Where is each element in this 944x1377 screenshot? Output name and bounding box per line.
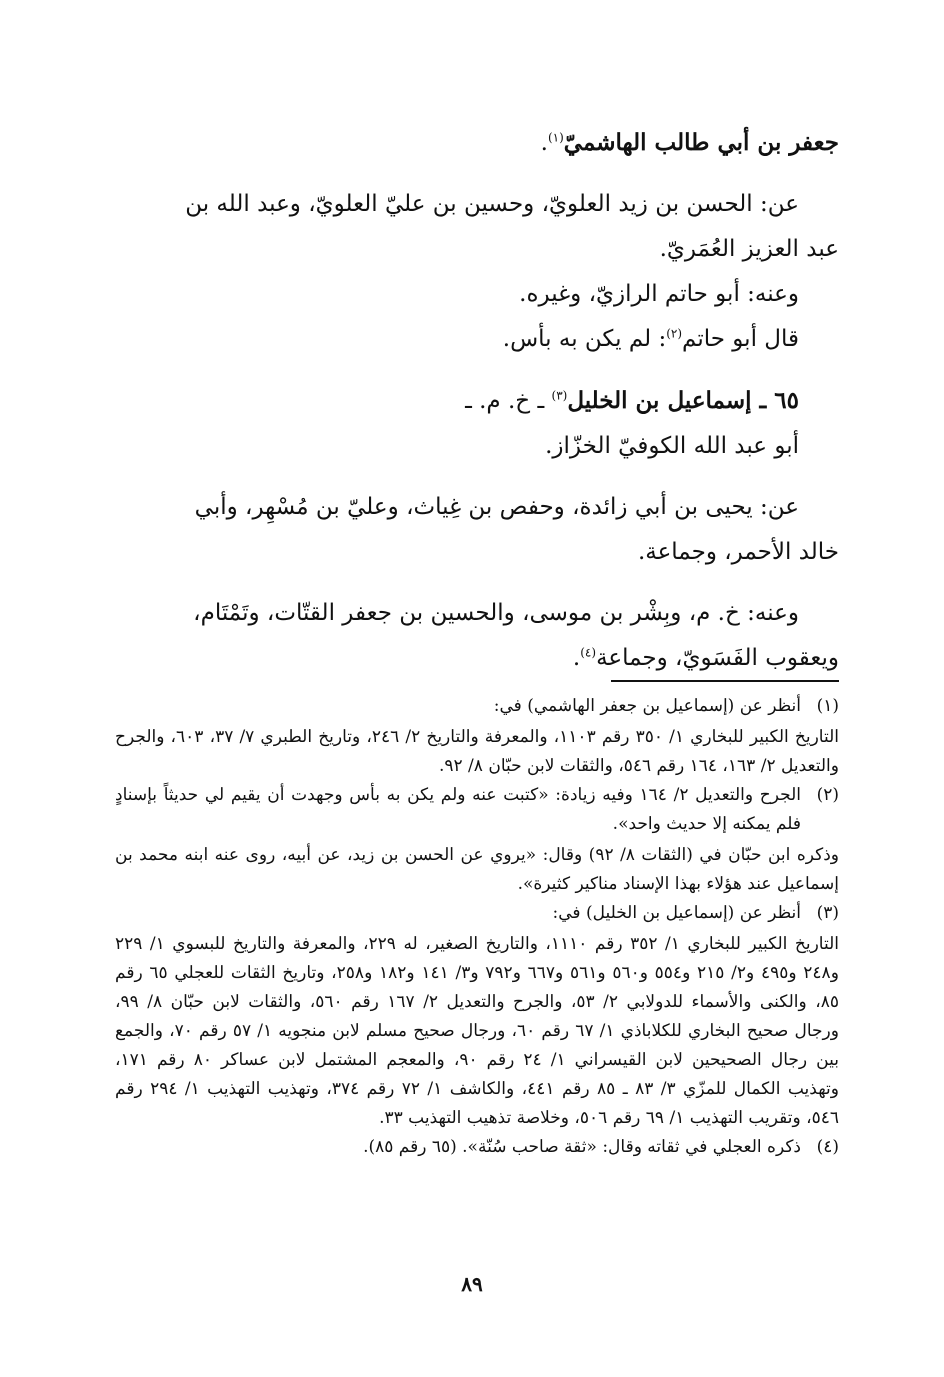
- footnote-number: (١): [816, 696, 839, 716]
- footnote-4: [115, 1133, 839, 1162]
- heading-symbols: ـ خ. م. ـ: [465, 388, 552, 414]
- page-number: ٨٩: [461, 1272, 483, 1296]
- students-pre: ويعقوب الفَسَويّ، وجماعة: [596, 645, 839, 671]
- footnote-text: التاريخ الكبير للبخاري ١/ ٣٥٠ رقم ١١٠٣، والمعرفة والتاريخ ٢/ ٢٤٦، وتاريخ الطبري ٧/ ٣٧، ٦٠٣، والجرح والتعديل ٢/ ١٦٣، ١٦٤ رقم ٥٤٦، والثقات لابن حبّان ٨/ ٩٢.: [115, 727, 839, 776]
- footnotes: [115, 692, 839, 1164]
- entry-65-teachers-line-1: عن: يحيى بن أبي زائدة، وحفص بن غِياث، وعليّ بن مُسْهِر، وأبي: [194, 494, 799, 520]
- footnote-ref: (٢): [666, 326, 683, 341]
- students-end: .: [572, 645, 581, 671]
- entry-65-students-line-1: وعنه: خ. م، وبِشْر بن موسى، والحسين بن جعفر القتّات، وتَمْتَام،: [193, 600, 799, 626]
- footnote-text: أنظر عن (إسماعيل بن جعفر الهاشمي) في:: [493, 696, 801, 716]
- heading-end: .: [540, 130, 548, 156]
- footnote-text: التاريخ الكبير للبخاري ١/ ٣٥٢ رقم ١١١٠، والتاريخ الصغير، له ٢٢٩، والمعرفة والتاريخ للبسوي ١/ ٢٢٩ و٢٤٨ و٤٩٥ و٢/ ٢١٥ و٥٥٤ و٥٦٠ و٥٦١ و٦٦٧ و٧٩٢ و٣/ ١٤١ و١٨٢ و٢٥٨، وتاريخ الثقات للعجلي ٦٥ رقم ٨٥، والكنى والأسماء للدولابي ٢/ ٥٣، والجرح والتعديل ٢/ ١٦٧ رقم ٥٦٠، والثقات لابن حبّان ٨/ ٩٩، ورجال صحيح البخاري للكلاباذي ١/ ٦٧ رقم ٦٠، ورجال صحيح مسلم لابن منجويه ١/ ٥٧ رقم ٧٠، والجمع بين رجال الصحيحين لابن القيسراني ١/ ٢٤ رقم ٩٠، والمعجم المشتمل لابن عساكر ٨٠ رقم ١٧١، وتهذيب الكمال للمزّي ٣/ ٨٣ ـ ٨٥ رقم ٤٤١، والكاشف ١/ ٧٢ رقم ٣٧٤، وتهذيب التهذيب ١/ ٢٩٤ رقم ٥٤٦، وتقريب التهذيب ١/ ٦٩ رقم ٥٠٦، وخلاصة تذهيب التهذيب ٣٣.: [115, 934, 839, 1128]
- footnote-3-continuation: [115, 930, 839, 1133]
- narrator-name: ٦٥ ـ إسماعيل بن الخليل: [567, 387, 799, 414]
- footnote-number: (٤): [816, 1137, 839, 1157]
- main-text: [110, 120, 839, 681]
- footnote-number: (٢): [816, 785, 839, 805]
- footnote-text: وذكره ابن حبّان في (الثقات ٨/ ٩٢) وقال: «يروي عن الحسن بن زيد، عن أبيه، روى عنه ابنه محمد بن إسماعيل عند هؤلاء بهذا الإسناد مناكير كثيرة».: [115, 845, 839, 894]
- grading-pre: قال أبو حاتم: [682, 326, 799, 352]
- footnote-text: أنظر عن (إسماعيل بن الخليل) في:: [552, 903, 801, 923]
- entry-64-heading: [110, 120, 839, 166]
- grading-post: : لم يكن به بأس.: [502, 326, 667, 352]
- footnote-1-continuation: [115, 723, 839, 781]
- footnote-ref: (١): [547, 130, 564, 145]
- footnote-1: [115, 692, 839, 721]
- entry-65-heading: [110, 378, 839, 424]
- footnote-divider: [611, 680, 839, 682]
- entry-65-students-line-2: [110, 636, 839, 681]
- footnote-ref: (٣): [551, 388, 568, 403]
- footnote-2-continuation: [115, 841, 839, 899]
- footnote-ref: (٤): [580, 645, 597, 660]
- entry-64-grading: [110, 317, 839, 362]
- footnote-number: (٣): [816, 903, 839, 923]
- entry-65-kunya: أبو عبد الله الكوفيّ الخزّاز.: [545, 433, 799, 459]
- entry-64-teachers-line-2: عبد العزيز العُمَريّ.: [659, 236, 839, 262]
- entry-64-teachers-line-1: عن: الحسن بن زيد العلويّ، وحسين بن عليّ العلويّ، وعبد الله بن: [185, 191, 799, 217]
- narrator-name: جعفر بن أبي طالب الهاشميّ: [563, 129, 839, 156]
- entry-65-teachers-line-2: خالد الأحمر، وجماعة.: [637, 539, 839, 565]
- footnote-text: الجرح والتعديل ٢/ ١٦٤ وفيه زيادة: «كتبت عنه ولم يكن به بأس وجهدت أن يقيم لي حديثاً بإسنادٍ فلم يمكنه إلا حديث واحد».: [115, 785, 801, 834]
- footnote-3: [115, 899, 839, 928]
- entry-64-students: وعنه: أبو حاتم الرازيّ، وغيره.: [519, 281, 799, 307]
- footnote-2: [115, 781, 839, 839]
- footnote-text: ذكره العجلي في ثقاته وقال: «ثقة صاحب سُنّة». (٦٥ رقم ٨٥).: [363, 1137, 801, 1157]
